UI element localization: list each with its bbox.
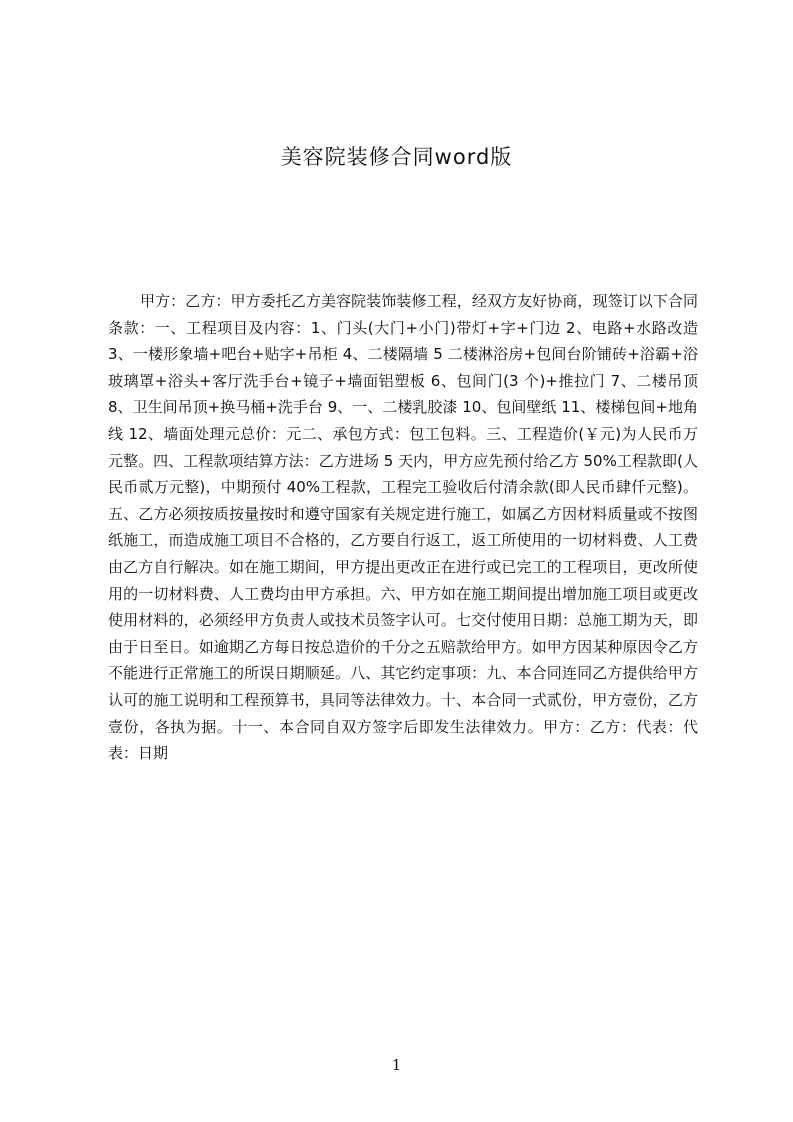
- page-number: 1: [391, 1056, 402, 1074]
- contract-body-text: 甲方：乙方：甲方委托乙方美容院装饰装修工程，经双方友好协商，现签订以下合同条款：一、工程项目及内容：1、门头(大门+小门)带灯+字+门边 2、电路+水路改造 3、一楼形象墙+吧台+贴字+吊柜 4、二楼隔墙 5 二楼淋浴房+包间台阶铺砖+浴霸+浴玻璃罩+浴头+客厅洗手台+镜子+墙面铝塑板 6、包间门(3 个)+推拉门 7、二楼吊顶 8、卫生间吊顶+换马桶+洗手台 9、一、二楼乳胶漆 10、包间壁纸 11、楼梯包间+地角线 12、墙面处理元总价：元二、承包方式：包工包料。三、工程造价(￥元)为人民币万元整。四、工程款项结算方法：乙方进场 5 天内，甲方应先预付给乙方 50%工程款即(人民币贰万元整)，中期预付 40%工程款，工程完工验收后付清余款(即人民币肆仟元整)。五、乙方必须按质按量按时和遵守国家有关规定进行施工，如属乙方因材料质量或不按图纸施工，而造成施工项目不合格的，乙方要自行返工，返工所使用的一切材料费、人工费由乙方自行解决。如在施工期间，甲方提出更改正在进行或已完工的工程项目，更改所使用的一切材料费、人工费均由甲方承担。六、甲方如在施工期间提出增加施工项目或更改使用材料的，必须经甲方负责人或技术员签字认可。七交付使用日期：总施工期为天，即由于日至日。如逾期乙方每日按总造价的千分之五赔款给甲方。如甲方因某种原因令乙方不能进行正常施工的所误日期顺延。八、其它约定事项：九、本合同连同乙方提供给甲方认可的施工说明和工程预算书，具同等法律效力。十、本合同一式贰份，甲方壹份，乙方壹份，各执为据。十一、本合同自双方签字后即发生法律效力。甲方：乙方：代表：代表：日期: [108, 292, 698, 763]
- document-title: 美容院装修合同word版: [280, 145, 513, 169]
